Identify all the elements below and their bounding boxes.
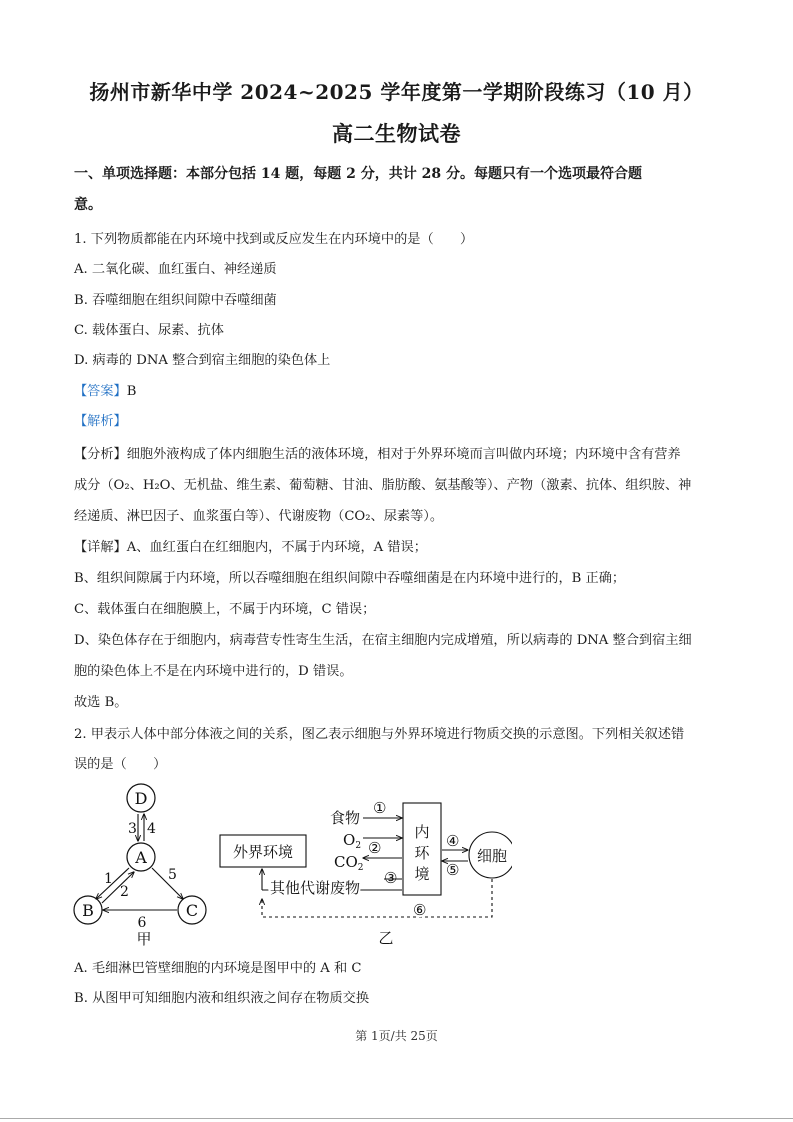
analysis-line: B、组织间隙属于内环境，所以吞噬细胞在组织间隙中吞噬细菌是在内环境中进行的，B 正确；: [74, 571, 626, 586]
caption-jia: 甲: [136, 930, 152, 948]
label-3: 3: [128, 821, 137, 837]
outside-label: 外界环境: [232, 843, 294, 861]
food-label: 食物: [330, 809, 361, 827]
analysis-line: C、载体蛋白在细胞膜上，不属于内环境，C 错误；: [74, 602, 376, 617]
analysis-line: 故选 B。: [74, 695, 128, 710]
exam-title: 扬州市新华中学 2024~2025 学年度第一学期阶段练习（10 月）: [89, 80, 704, 104]
q2-option-a: A. 毛细淋巴管壁细胞的内环境是图甲中的 A 和 C: [74, 961, 362, 976]
section-heading-cont: 意。: [74, 197, 102, 213]
svg-text:A: A: [135, 848, 147, 867]
label-6: 6: [137, 915, 147, 931]
svg-text:内: 内: [414, 823, 430, 841]
bottom-divider: [0, 1118, 793, 1119]
q2-option-b: B. 从图甲可知细胞内液和组织液之间存在物质交换: [74, 991, 370, 1006]
co2-label: $CO_2$: [334, 853, 364, 873]
q1-option-b: B. 吞噬细胞在组织间隙中吞噬细菌: [74, 293, 277, 308]
figure-jia: [66, 782, 216, 950]
marker-1: ①: [373, 799, 387, 817]
label-2: 2: [120, 884, 129, 900]
label-5: 5: [168, 867, 177, 883]
answer-label: 【答案】: [74, 384, 127, 399]
cell-label: 细胞: [476, 847, 508, 865]
analysis-label: 【解析】: [74, 414, 127, 429]
o2-label: $O_2$: [343, 831, 362, 851]
label-4: 4: [147, 821, 156, 837]
caption-yi: 乙: [378, 929, 394, 947]
q1-answer: [74, 380, 136, 399]
node-c: [178, 896, 206, 924]
marker-3: ③: [384, 869, 398, 887]
marker-6: ⑥: [413, 901, 427, 919]
analysis-line: 经递质、淋巴因子、血浆蛋白等）、代谢废物（CO₂、尿素等）。: [74, 509, 444, 524]
svg-text:环: 环: [414, 844, 430, 862]
analysis-line: 胞的染色体上不是在内环境中进行的，D 错误。: [74, 664, 353, 679]
section-heading: 一、单项选择题：本部分包括 14 题，每题 2 分，共计 28 分。每题只有一个选项最符合题: [74, 166, 642, 182]
q1-option-c: C. 载体蛋白、尿素、抗体: [74, 323, 224, 338]
node-a: [127, 843, 155, 871]
svg-text:境: 境: [414, 865, 430, 883]
q1-option-d: D. 病毒的 DNA 整合到宿主细胞的染色体上: [74, 353, 331, 368]
waste-label: 其他代谢废物: [270, 879, 361, 897]
answer-value: B: [126, 384, 137, 399]
marker-4: ④: [446, 832, 460, 850]
page-footer: 第 1页/共 25页: [355, 1029, 438, 1043]
analysis-line: 成分（O₂、H₂O、无机盐、维生素、葡萄糖、甘油、脂肪酸、氨基酸等）、产物（激素、抗体、组织胺、神: [74, 478, 692, 493]
q1-stem: 1. 下列物质都能在内环境中找到或反应发生在内环境中的是（ ）: [74, 232, 474, 247]
q1-option-a: A. 二氧化碳、血红蛋白、神经递质: [74, 262, 277, 277]
analysis-line: 【详解】A、血红蛋白在红细胞内，不属于内环境，A 错误；: [74, 540, 427, 555]
marker-5: ⑤: [446, 861, 460, 879]
q2-stem-cont: 误的是（ ）: [74, 757, 167, 772]
label-1: 1: [104, 871, 113, 887]
marker-2: ②: [368, 839, 382, 857]
analysis-line: 【分析】细胞外液构成了体内细胞生活的液体环境，相对于外界环境而言叫做内环境；内环境中含有营养: [74, 447, 681, 462]
exam-subtitle: 高二生物试卷: [332, 121, 461, 146]
svg-text:D: D: [134, 789, 148, 808]
q2-stem: 2. 甲表示人体中部分体液之间的关系，图乙表示细胞与外界环境进行物质交换的示意图。下列相关叙述错: [74, 727, 685, 742]
node-d: [127, 784, 155, 812]
figure-yi: [216, 795, 512, 949]
analysis-line: D、染色体存在于细胞内，病毒营专性寄生生活，在宿主细胞内完成增殖，所以病毒的 DNA 整合到宿主细: [74, 633, 692, 648]
svg-text:C: C: [185, 901, 199, 920]
svg-text:B: B: [82, 901, 94, 920]
node-b: [74, 896, 102, 924]
